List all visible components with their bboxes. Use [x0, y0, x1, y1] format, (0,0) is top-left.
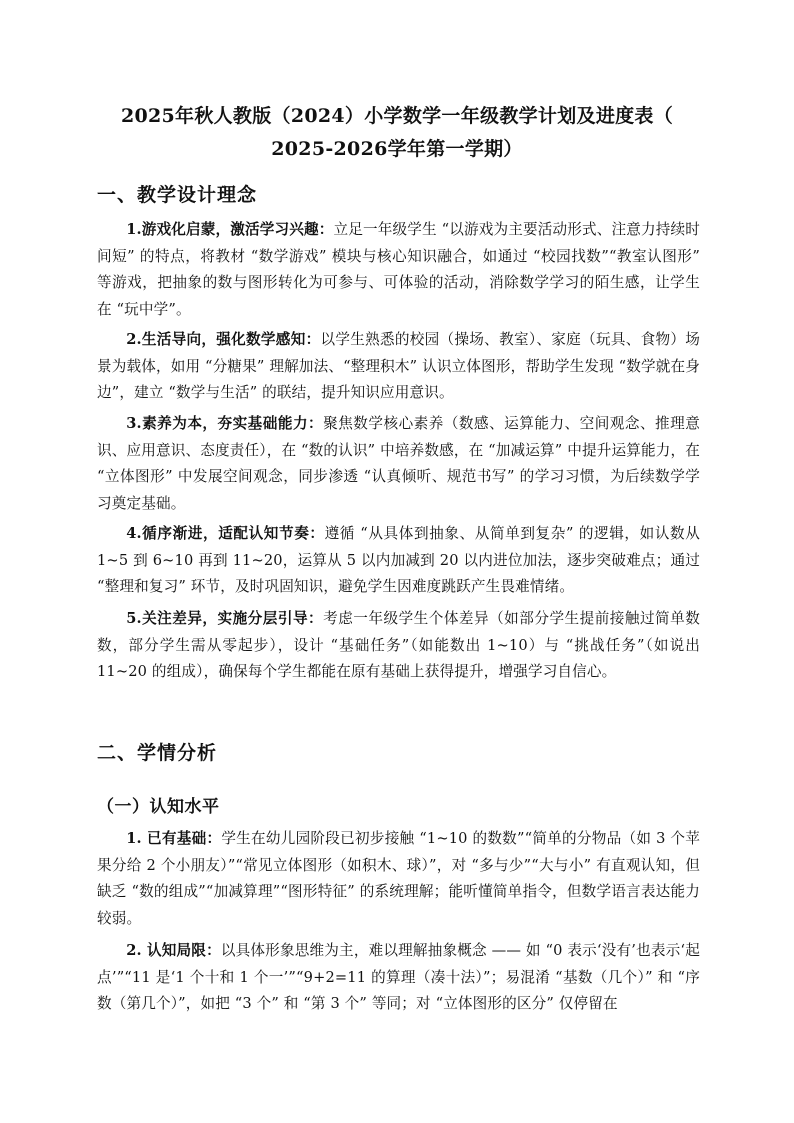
paragraph-lead: 1.游戏化启蒙，激活学习兴趣：: [126, 221, 334, 238]
document-title: [95, 100, 699, 166]
paragraph-item-5: [97, 606, 700, 686]
section-heading-learner-analysis: 二、学情分析: [97, 742, 218, 764]
paragraph-lead: 4.循序渐进，适配认知节奏：: [126, 525, 325, 542]
paragraph-lead: 2.生活导向，强化数学感知：: [126, 331, 321, 348]
paragraph-text: 立足一年级学生 “以游戏为主要活动形式、注意力持续时间短” 的特点，将教材 “数学游戏” 模块与核心知识融合，如通过 “校园找数”“教室认图形” 等游戏，把抽象的数与图形转化为可参与、可体验的活动，消除数学学习的陌生感，让学生在 “玩中学”。: [97, 221, 700, 318]
paragraph-text: 考虑一年级学生个体差异（如部分学生提前接触过简单数数，部分学生需从零起步），设计 “基础任务”（如能数出 1~10）与 “挑战任务”（如说出 11~20 的组成），确保每个学生都能在原有基础上获得提升，增强学习自信心。: [97, 610, 700, 680]
paragraph-text: 学生在幼儿园阶段已初步接触 “1~10 的数数”“简单的分物品（如 3 个苹果分给 2 个小朋友）”“常见立体图形（如积木、球）”，对 “多与少”“大与小” 有直观认知，但缺乏 “数的组成”“加减算理”“图形特征” 的系统理解；能听懂简单指令，但数学语言表达能力较弱。: [97, 830, 700, 927]
paragraph-text: 遵循 “从具体到抽象、从简单到复杂” 的逻辑，如认数从 1~5 到 6~10 再到 11~20，运算从 5 以内加减到 20 以内进位加法，逐步突破难点；通过 “整理和复习” 环节，及时巩固知识，避免学生因难度跳跃产生畏难情绪。: [97, 525, 700, 595]
paragraph-lead: 3.素养为本，夯实基础能力：: [126, 415, 324, 432]
title-line-2: 2025-2026学年第一学期）: [271, 138, 523, 160]
paragraph-text: 聚焦数学核心素养（数感、运算能力、空间观念、推理意识、应用意识、态度责任），在 “数的认识” 中培养数感，在 “加减运算” 中提升运算能力，在 “立体图形” 中发展空间观念，同步渗透 “认真倾听、规范书写” 的学习习惯，为后续数学学习奠定基础。: [97, 415, 700, 512]
paragraph-text: 以具体形象思维为主，难以理解抽象概念 —— 如 “0 表示‘没有’也表示‘起点’”“11 是‘1 个十和 1 个一’”“9+2=11 的算理（凑十法）”；易混淆 “基数（几个）” 和 “序数（第几个）”，如把 “3 个” 和 “第 3 个” 等同；对 “立体图形的区分” 仅停留在: [97, 942, 700, 1012]
subsection-heading-cognitive-level: （一）认知水平: [97, 797, 220, 817]
paragraph-item-2: [97, 327, 700, 407]
paragraph-lead: 1. 已有基础：: [126, 830, 222, 847]
paragraph-lead: 5.关注差异，实施分层引导：: [126, 610, 324, 627]
paragraph-item-1: [97, 217, 700, 323]
paragraph-existing-foundation: [97, 826, 700, 932]
title-line-1: 2025年秋人教版（2024）小学数学一年级教学计划及进度表（: [120, 105, 674, 127]
section-heading-design-philosophy: 一、教学设计理念: [97, 184, 258, 206]
paragraph-item-3: [97, 411, 700, 517]
paragraph-item-4: [97, 521, 700, 601]
paragraph-lead: 2. 认知局限：: [126, 942, 221, 959]
paragraph-cognitive-limits: [97, 938, 700, 1018]
paragraph-text: 以学生熟悉的校园（操场、教室）、家庭（玩具、食物）场景为载体，如用 “分糖果” 理解加法、“整理积木” 认识立体图形，帮助学生发现 “数学就在身边”，建立 “数学与生活” 的联结，提升知识应用意识。: [97, 331, 700, 401]
